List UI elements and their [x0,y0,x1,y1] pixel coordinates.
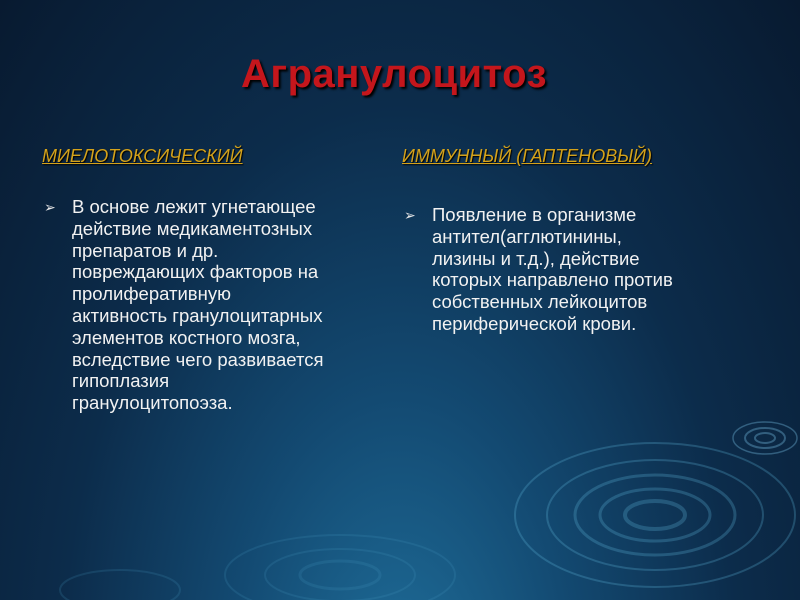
right-bullet-item [404,204,744,335]
left-bullet-text: В основе лежит угнетающее действие медикаментозных препаратов и др. повреждающих факторов на пролиферативную активность гранулоцитарных элементов костного мозга, вследствие чего развивается гипоплазия гранулоцитопоэза. [72,196,324,414]
left-column-heading: МИЕЛОТОКСИЧЕСКИЙ [42,146,243,166]
arrow-bullet-icon: ➢ [404,207,416,223]
slide-title: Агранулоцитоз [241,52,547,96]
arrow-bullet-icon: ➢ [44,199,56,215]
right-bullet-text: Появление в организме антител(агглютинины, лизины и т.д.), действие которых направлено против собственных лейкоцитов периферической крови. [432,204,673,334]
left-bullet-item [44,196,384,414]
right-column-heading: ИММУННЫЙ (ГАПТЕНОВЫЙ) [402,146,653,166]
